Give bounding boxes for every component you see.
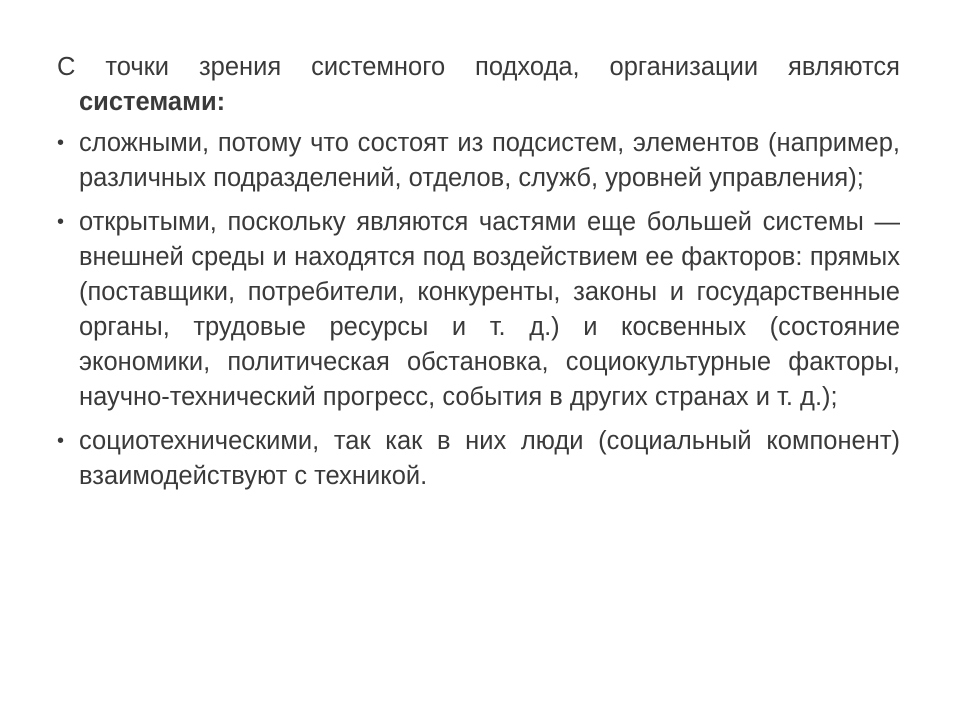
bullet-item-open [57,205,900,415]
bullet-item-complex [57,126,900,196]
bullet-icon: • [57,211,65,233]
slide-content [57,50,900,503]
bullet-item-sociotechnical [57,424,900,494]
bullet-text: социотехническими, так как в них люди (социальный компонент) взаимодействуют с техникой. [79,427,900,490]
bullet-icon: • [57,132,65,154]
bullet-text: открытыми, поскольку являются частями еще большей системы — внешней среды и находятся под воздействием ее факторов: прямых (поставщики, потребители, конкуренты, законы и государственные органы, трудовые ресурсы и т. д.) и косвенных (состояние экономики, политическая обстановка, социокультурные факторы, научно-технический прогресс, события в других странах и т. д.); [79,208,900,411]
bullet-list [57,126,900,494]
intro-text: С точки зрения системного подхода, организации являются [57,53,900,81]
intro-paragraph [57,50,900,120]
bullet-icon: • [57,430,65,452]
bullet-text: сложными, потому что состоят из подсистем, элементов (например, различных подразделений, отделов, служб, уровней управления); [79,129,900,192]
intro-emphasis: системами: [79,88,226,116]
